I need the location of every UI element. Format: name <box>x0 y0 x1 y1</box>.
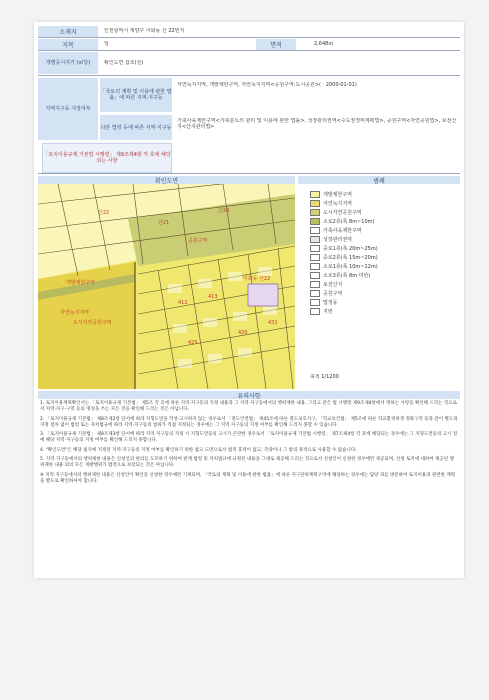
legend-label: 보전산지 <box>323 282 343 288</box>
divider <box>38 37 460 38</box>
legend-label: 가축사육제한구역 <box>323 228 362 234</box>
legend-label: 지번 <box>323 309 333 315</box>
subject-parcel <box>248 284 278 306</box>
legend-swatch <box>310 227 320 234</box>
legend-list <box>298 184 460 316</box>
legend-item <box>310 298 460 307</box>
jibun-label: 지목 <box>38 39 98 50</box>
divider <box>38 75 460 76</box>
legend-item <box>310 208 460 217</box>
svg-text:산21: 산21 <box>158 220 170 226</box>
map-label: 공원구역 <box>188 238 208 244</box>
legend-item <box>310 190 460 199</box>
legend-swatch <box>310 191 320 198</box>
note-item: 4. "확인도면"은 해당 필지에 지정된 지역·지구등의 지정 여부를 확인하기 위한 참고 도면으로서 법적 효력이 없고, 측량이나 그 밖의 목적으로 사용할 수 없습니다. <box>40 447 357 453</box>
map-label: 도시자연공원구역 <box>73 320 112 326</box>
legend-swatch <box>310 263 320 270</box>
legend-swatch <box>310 218 320 225</box>
divider <box>38 50 460 51</box>
legend-scale: 축척 1/1200 <box>310 374 339 380</box>
legend-label: 중로2류(폭 15m~20m) <box>323 255 378 261</box>
legend-item <box>310 271 460 280</box>
legend-label: 법정동 <box>323 300 338 306</box>
legend-item <box>310 226 460 235</box>
confirmation-map <box>38 184 295 389</box>
legend-label: 중로1류(폭 20m~25m) <box>323 246 378 252</box>
svg-text:산22: 산22 <box>98 210 110 216</box>
divider <box>38 173 460 174</box>
use-district-label: 지역지구등 지정여부 <box>38 78 98 140</box>
law2-value: 가축사육제한구역<가축분뇨의 관리 및 이용에 관한 법률>, 성장관리권역<수도권정비계획법>, 공원구역<자연공원법>, 보전산지<산지관리법> <box>177 118 457 130</box>
svg-text:413: 413 <box>208 294 218 300</box>
note-item: 5. 지역·지구등에서의 행위제한 내용은 신청인의 편의를 도모하기 위하여 관계 법령 및 자치법규에 규정된 내용을 그대로 제공해 드리는 것으로서 신청인이 신청한 경우에만 제공되며, 신청 토지에 대하여 제공된 행위제한 내용 외의 모든 개발행위가 법적으로 보장되는 것은 아닙니다. <box>40 457 454 469</box>
notes-section <box>40 401 458 488</box>
legend-item <box>310 307 460 316</box>
note-item: 1. 토지이용계획확인서는 「토지이용규제 기본법」 제5조 각 호에 따른 지역·지구등의 지정 내용과 그 지역·지구등에서의 행위제한 내용, 그리고 같은 법 시행령 제9조제4항에서 정하는 사항을 확인해 드리는 것으로서 지역·지구·구역 등의 명칭을 쓰는 모든 것을 확인해 드리는 것은 아닙니다. <box>40 401 457 413</box>
land-price-value: 확인도면 참조(원) <box>104 60 144 66</box>
svg-text:425: 425 <box>188 340 198 346</box>
address-value: 인천광역시 계양구 이화동 산 22번지 <box>104 28 185 34</box>
law2-label: 다른 법령 등에 따른 지역·지구등 <box>100 115 172 140</box>
legend-swatch <box>310 299 320 306</box>
note-item: 3. 「토지이용규제 기본법」 제8조제3항 단서에 따라 지역·지구등의 지정 시 지형도면등의 고시가 곤란한 경우로서 「토지이용규제 기본법 시행령」 제7조제4항 각 호에 해당되는 경우에는 그 지형도면등의 고시 전에 해당 지역·지구등의 지정 여부를 확인해 드리지 못합니다. <box>40 432 458 444</box>
legend-item <box>310 217 460 226</box>
law1-label: 「국토의 계획 및 이용에 관한 법률」에 따른 지역·지구등 <box>100 78 172 112</box>
legend-swatch <box>310 290 320 297</box>
legend-label: 소로3류(폭 8m 미만) <box>323 273 371 279</box>
document-page <box>34 22 464 578</box>
legend-swatch <box>310 245 320 252</box>
legend-title: 범례 <box>298 176 460 184</box>
regulation-label: 「토지이용규제 기본법 시행령」 제9조제4항 각 호에 해당되는 사항 <box>42 143 172 173</box>
legend-swatch <box>310 200 320 207</box>
notes-title: 유의사항 <box>38 391 460 399</box>
legend-label: 개발제한구역 <box>323 192 352 198</box>
note-item: ※ 지역·지구등에서의 행위제한 내용은 신청인이 확인을 신청한 경우에만 기재되며, 「국토의 계획 및 이용에 관한 법률」에 따른 지구단위계획구역에 해당하는 경우에는 담당 과를 방문하여 토지이용과 관련한 계획을 별도로 확인하셔야 합니다. <box>40 472 456 484</box>
map-title: 확인도면 <box>38 176 295 184</box>
legend-item <box>310 199 460 208</box>
legend-item <box>310 262 460 271</box>
legend-label: 소로2류(폭 8m~10m) <box>323 219 375 225</box>
svg-text:산24: 산24 <box>218 208 230 214</box>
land-price-label: 개별공시지가 (㎡당) <box>38 52 98 74</box>
legend-label: 성장관리권역 <box>323 237 352 243</box>
legend-label: 소로1류(폭 10m~12m) <box>323 264 378 270</box>
jibun-value: 임 <box>104 41 109 47</box>
map-label: 자연녹지지역 <box>60 310 89 316</box>
svg-text:420: 420 <box>238 330 248 336</box>
legend-swatch <box>310 209 320 216</box>
legend-item <box>310 253 460 262</box>
map-label: 개발제한구역 <box>66 280 95 286</box>
legend-swatch <box>310 308 320 315</box>
svg-text:431: 431 <box>268 320 278 326</box>
map-label: 이화동 산22 <box>243 276 271 282</box>
note-item: 2. 「토지이용규제 기본법」 제8조제2항 단서에 따라 지형도면을 작성·고시하지 않는 경우로서 「철도안전법」 제45조에 따른 철도보호지구, 「학교보건법」 제5조에 따른 학교환경위생 정화구역 등과 같이 별도의 지정 절차 없이 법령 또는 자치법규에 따라 지역·지구등의 범위가 직접 지정되는 경우에는 그 지역·지구등의 지정 여부를 확인해 드리지 못할 수 있습니다. <box>40 416 458 428</box>
legend-label: 도시자연공원구역 <box>323 210 362 216</box>
legend-panel <box>298 184 460 389</box>
legend-swatch <box>310 281 320 288</box>
legend-label: 자연녹지지역 <box>323 201 352 207</box>
legend-item <box>310 244 460 253</box>
map-drawing <box>38 184 295 389</box>
area-label: 면적 <box>256 39 296 50</box>
law1-value: 자연녹지지역, 개발제한구역, 자연녹지지역<공원구역:도시공원>(ᆞ2000-01-01) <box>177 82 357 88</box>
svg-text:412: 412 <box>178 300 188 306</box>
legend-swatch <box>310 272 320 279</box>
legend-item <box>310 289 460 298</box>
legend-label: 공원구역 <box>323 291 343 297</box>
area-value: 2,648㎡ <box>314 41 334 47</box>
legend-item <box>310 235 460 244</box>
legend-item <box>310 280 460 289</box>
legend-swatch <box>310 254 320 261</box>
legend-swatch <box>310 236 320 243</box>
address-label: 소재지 <box>38 26 98 37</box>
